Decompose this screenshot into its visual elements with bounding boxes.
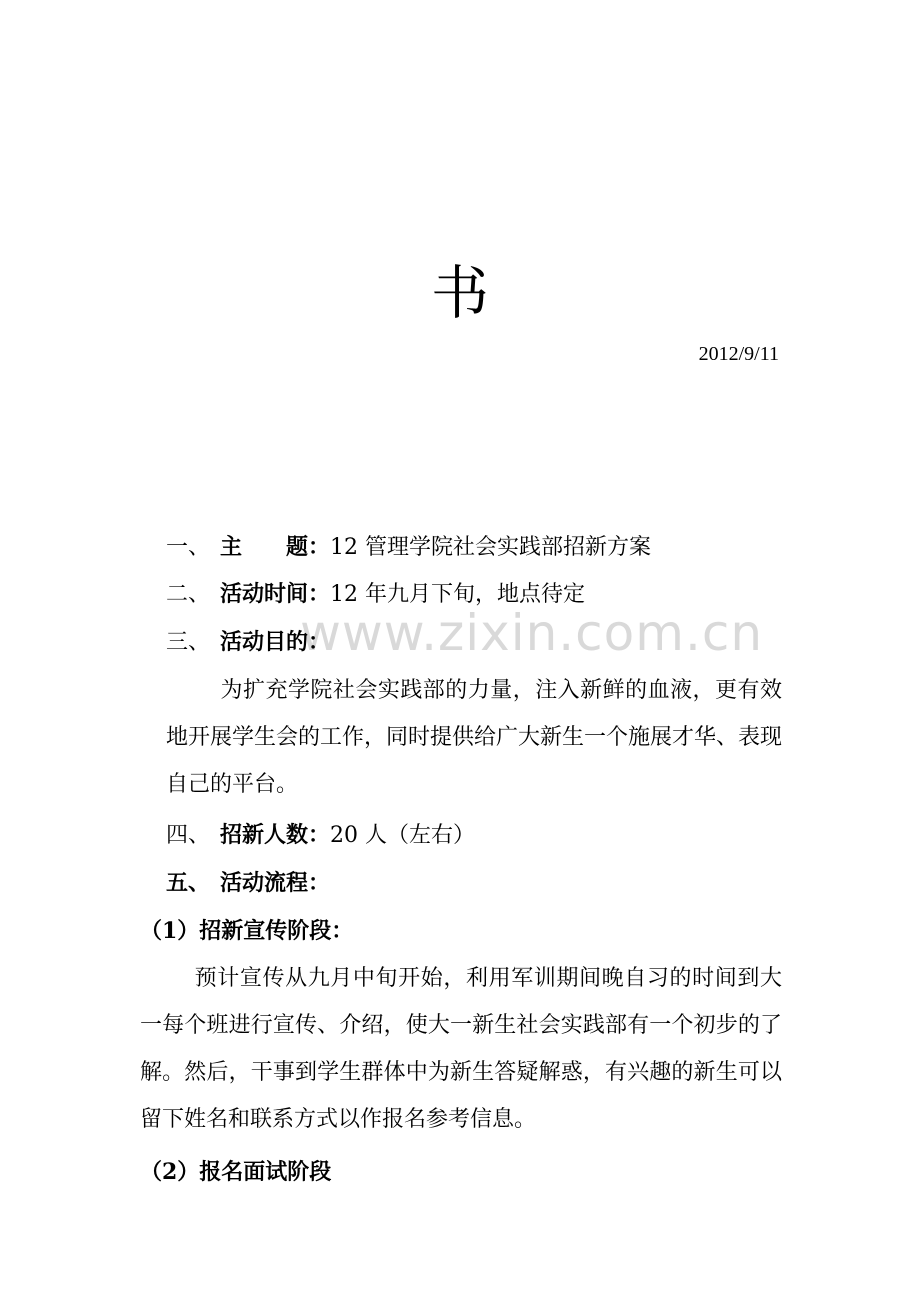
section-3 [166,627,330,658]
doc-date: 2012/9/11 [698,343,779,365]
section-5-number: 五、 [166,870,211,896]
section-1-label: 主 题： [220,534,331,560]
section-2-label: 活动时间： [220,581,331,607]
step-1-body [140,955,782,1143]
section-3-label: 活动目的： [220,629,331,655]
section-1-number: 一、 [166,535,211,560]
section-4 [166,820,475,851]
section-3-number: 三、 [166,630,211,655]
watermark-logo: www.zixin.com.cn [300,604,764,662]
section-3-body [166,667,782,808]
section-4-label: 招新人数： [220,822,331,848]
section-5 [166,868,330,898]
section-2-value: 12 年九月下旬，地点待定 [330,582,586,607]
section-4-number: 四、 [166,823,211,848]
section-5-label: 活动流程： [220,870,331,896]
section-2-number: 二、 [166,582,211,607]
section-3-body-text: 为扩充学院社会实践部的力量，注入新鲜的血液，更有效地开展学生会的工作，同时提供给广大新生一个施展才华、表现自己的平台。 [166,678,783,797]
doc-title: 书 [430,259,489,327]
step-2-heading: （2）报名面试阶段 [140,1159,332,1185]
step-1-body-text: 预计宣传从九月中旬开始，利用军训期间晚自习的时间到大一每个班进行宣传、介绍，使大一新生社会实践部有一个初步的了解。然后，干事到学生群体中为新生答疑解惑，有兴趣的新生可以留下姓名和联系方式以作报名参考信息。 [140,966,782,1132]
section-1-value: 12 管理学院社会实践部招新方案 [330,535,652,560]
section-1 [166,532,651,563]
section-2 [166,579,585,610]
step-1-heading: （1）招新宣传阶段： [140,918,354,944]
section-4-value: 20 人（左右） [330,823,476,848]
